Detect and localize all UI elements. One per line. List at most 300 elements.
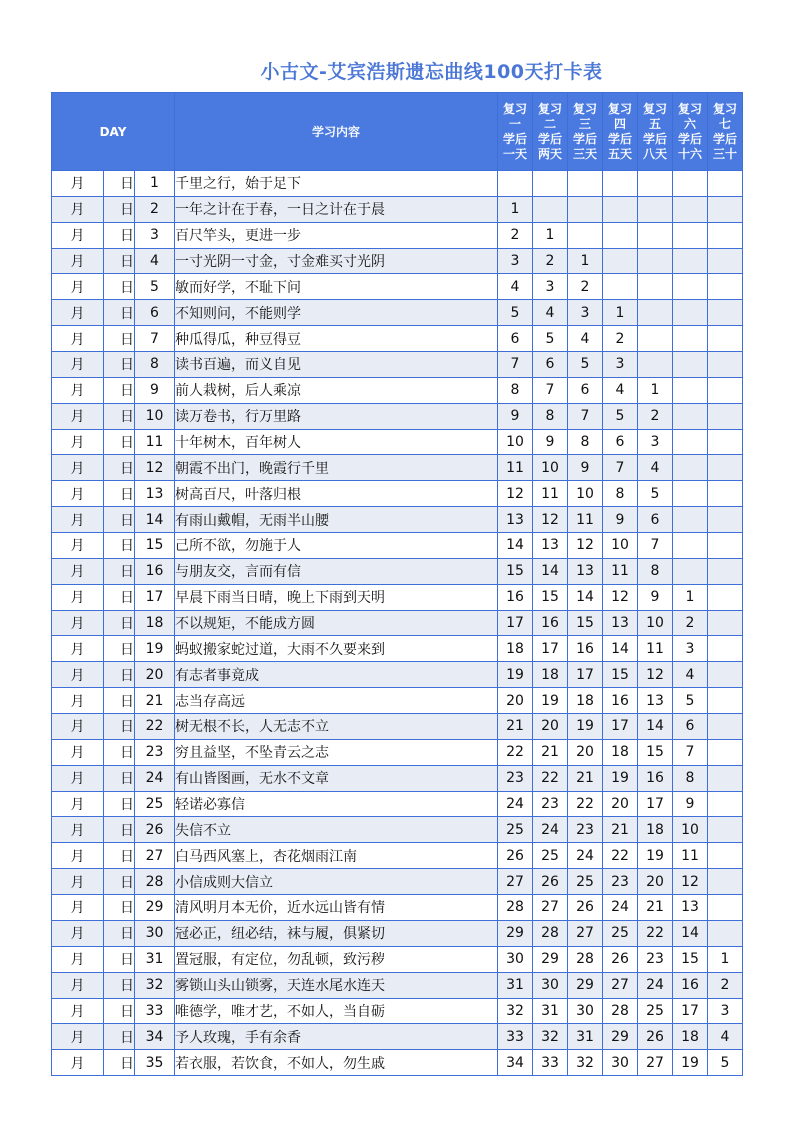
review-cell-4[interactable]: 4 (603, 377, 638, 403)
month-cell[interactable]: 月 (52, 662, 104, 688)
review-cell-7[interactable] (708, 455, 743, 481)
review-cell-1[interactable]: 10 (498, 429, 533, 455)
review-cell-7[interactable] (708, 791, 743, 817)
review-cell-1[interactable]: 12 (498, 481, 533, 507)
review-cell-4[interactable]: 21 (603, 817, 638, 843)
review-cell-1[interactable]: 26 (498, 843, 533, 869)
review-cell-7[interactable] (708, 662, 743, 688)
month-cell[interactable]: 月 (52, 533, 104, 559)
review-cell-4[interactable]: 24 (603, 895, 638, 921)
review-cell-3[interactable]: 10 (568, 481, 603, 507)
review-cell-4[interactable]: 9 (603, 507, 638, 533)
review-cell-3[interactable]: 11 (568, 507, 603, 533)
review-cell-3[interactable]: 26 (568, 895, 603, 921)
review-cell-2[interactable]: 27 (533, 895, 568, 921)
review-cell-3[interactable]: 6 (568, 377, 603, 403)
review-cell-2[interactable]: 13 (533, 533, 568, 559)
review-cell-3[interactable]: 5 (568, 352, 603, 378)
review-cell-7[interactable] (708, 688, 743, 714)
date-cell[interactable]: 日 (104, 248, 135, 274)
review-cell-5[interactable] (638, 274, 673, 300)
review-cell-4[interactable]: 8 (603, 481, 638, 507)
review-cell-3[interactable]: 8 (568, 429, 603, 455)
review-cell-6[interactable]: 19 (673, 1050, 708, 1076)
review-cell-7[interactable] (708, 429, 743, 455)
review-cell-7[interactable] (708, 196, 743, 222)
date-cell[interactable]: 日 (104, 300, 135, 326)
review-cell-3[interactable]: 7 (568, 403, 603, 429)
review-cell-2[interactable]: 9 (533, 429, 568, 455)
review-cell-2[interactable]: 31 (533, 998, 568, 1024)
month-cell[interactable]: 月 (52, 688, 104, 714)
month-cell[interactable]: 月 (52, 403, 104, 429)
review-cell-2[interactable]: 26 (533, 869, 568, 895)
review-cell-7[interactable] (708, 352, 743, 378)
review-cell-6[interactable] (673, 507, 708, 533)
review-cell-1[interactable]: 9 (498, 403, 533, 429)
review-cell-7[interactable] (708, 171, 743, 197)
review-cell-1[interactable]: 31 (498, 972, 533, 998)
review-cell-7[interactable] (708, 739, 743, 765)
review-cell-4[interactable]: 30 (603, 1050, 638, 1076)
month-cell[interactable]: 月 (52, 274, 104, 300)
review-cell-3[interactable]: 19 (568, 714, 603, 740)
review-cell-2[interactable]: 6 (533, 352, 568, 378)
review-cell-4[interactable]: 19 (603, 765, 638, 791)
review-cell-6[interactable] (673, 352, 708, 378)
review-cell-3[interactable]: 3 (568, 300, 603, 326)
month-cell[interactable]: 月 (52, 946, 104, 972)
review-cell-2[interactable]: 4 (533, 300, 568, 326)
review-cell-6[interactable]: 13 (673, 895, 708, 921)
date-cell[interactable]: 日 (104, 817, 135, 843)
review-cell-5[interactable]: 7 (638, 533, 673, 559)
date-cell[interactable]: 日 (104, 843, 135, 869)
review-cell-4[interactable]: 20 (603, 791, 638, 817)
review-cell-3[interactable]: 27 (568, 920, 603, 946)
review-cell-3[interactable]: 25 (568, 869, 603, 895)
review-cell-5[interactable]: 21 (638, 895, 673, 921)
review-cell-6[interactable] (673, 300, 708, 326)
review-cell-2[interactable] (533, 171, 568, 197)
review-cell-2[interactable]: 12 (533, 507, 568, 533)
review-cell-4[interactable]: 25 (603, 920, 638, 946)
review-cell-5[interactable] (638, 222, 673, 248)
review-cell-2[interactable]: 18 (533, 662, 568, 688)
review-cell-4[interactable]: 14 (603, 636, 638, 662)
review-cell-3[interactable]: 12 (568, 533, 603, 559)
review-cell-1[interactable]: 28 (498, 895, 533, 921)
review-cell-5[interactable]: 16 (638, 765, 673, 791)
review-cell-5[interactable]: 26 (638, 1024, 673, 1050)
review-cell-6[interactable] (673, 455, 708, 481)
date-cell[interactable]: 日 (104, 326, 135, 352)
review-cell-7[interactable] (708, 843, 743, 869)
review-cell-5[interactable]: 27 (638, 1050, 673, 1076)
review-cell-7[interactable]: 5 (708, 1050, 743, 1076)
review-cell-2[interactable]: 16 (533, 610, 568, 636)
review-cell-5[interactable]: 3 (638, 429, 673, 455)
date-cell[interactable]: 日 (104, 895, 135, 921)
month-cell[interactable]: 月 (52, 481, 104, 507)
month-cell[interactable]: 月 (52, 920, 104, 946)
review-cell-4[interactable] (603, 196, 638, 222)
review-cell-2[interactable]: 11 (533, 481, 568, 507)
review-cell-7[interactable] (708, 714, 743, 740)
review-cell-4[interactable]: 3 (603, 352, 638, 378)
review-cell-4[interactable]: 5 (603, 403, 638, 429)
date-cell[interactable]: 日 (104, 636, 135, 662)
date-cell[interactable]: 日 (104, 972, 135, 998)
review-cell-1[interactable]: 30 (498, 946, 533, 972)
review-cell-2[interactable]: 15 (533, 584, 568, 610)
review-cell-7[interactable] (708, 377, 743, 403)
review-cell-5[interactable]: 13 (638, 688, 673, 714)
review-cell-5[interactable]: 12 (638, 662, 673, 688)
review-cell-7[interactable]: 1 (708, 946, 743, 972)
review-cell-5[interactable]: 22 (638, 920, 673, 946)
review-cell-4[interactable]: 7 (603, 455, 638, 481)
review-cell-1[interactable]: 6 (498, 326, 533, 352)
date-cell[interactable]: 日 (104, 403, 135, 429)
review-cell-2[interactable]: 3 (533, 274, 568, 300)
month-cell[interactable]: 月 (52, 377, 104, 403)
date-cell[interactable]: 日 (104, 352, 135, 378)
review-cell-6[interactable]: 8 (673, 765, 708, 791)
review-cell-5[interactable] (638, 248, 673, 274)
review-cell-6[interactable] (673, 558, 708, 584)
review-cell-1[interactable]: 22 (498, 739, 533, 765)
review-cell-4[interactable]: 10 (603, 533, 638, 559)
review-cell-6[interactable]: 17 (673, 998, 708, 1024)
review-cell-1[interactable]: 29 (498, 920, 533, 946)
review-cell-2[interactable]: 20 (533, 714, 568, 740)
review-cell-5[interactable]: 11 (638, 636, 673, 662)
month-cell[interactable]: 月 (52, 584, 104, 610)
month-cell[interactable]: 月 (52, 843, 104, 869)
review-cell-5[interactable]: 15 (638, 739, 673, 765)
review-cell-6[interactable]: 6 (673, 714, 708, 740)
date-cell[interactable]: 日 (104, 274, 135, 300)
review-cell-5[interactable]: 23 (638, 946, 673, 972)
review-cell-1[interactable]: 19 (498, 662, 533, 688)
review-cell-7[interactable]: 2 (708, 972, 743, 998)
review-cell-1[interactable]: 8 (498, 377, 533, 403)
review-cell-1[interactable]: 17 (498, 610, 533, 636)
month-cell[interactable]: 月 (52, 171, 104, 197)
review-cell-1[interactable]: 23 (498, 765, 533, 791)
review-cell-3[interactable]: 16 (568, 636, 603, 662)
review-cell-3[interactable]: 13 (568, 558, 603, 584)
review-cell-1[interactable]: 24 (498, 791, 533, 817)
month-cell[interactable]: 月 (52, 972, 104, 998)
review-cell-1[interactable]: 16 (498, 584, 533, 610)
review-cell-4[interactable]: 13 (603, 610, 638, 636)
review-cell-1[interactable]: 18 (498, 636, 533, 662)
review-cell-2[interactable]: 7 (533, 377, 568, 403)
review-cell-6[interactable] (673, 481, 708, 507)
review-cell-3[interactable]: 32 (568, 1050, 603, 1076)
review-cell-3[interactable]: 30 (568, 998, 603, 1024)
review-cell-6[interactable]: 15 (673, 946, 708, 972)
date-cell[interactable]: 日 (104, 377, 135, 403)
review-cell-5[interactable]: 14 (638, 714, 673, 740)
review-cell-6[interactable]: 7 (673, 739, 708, 765)
review-cell-7[interactable] (708, 584, 743, 610)
review-cell-4[interactable]: 27 (603, 972, 638, 998)
review-cell-1[interactable]: 34 (498, 1050, 533, 1076)
review-cell-2[interactable]: 14 (533, 558, 568, 584)
date-cell[interactable]: 日 (104, 533, 135, 559)
review-cell-5[interactable] (638, 171, 673, 197)
review-cell-5[interactable]: 1 (638, 377, 673, 403)
month-cell[interactable]: 月 (52, 558, 104, 584)
review-cell-1[interactable] (498, 171, 533, 197)
review-cell-5[interactable]: 25 (638, 998, 673, 1024)
date-cell[interactable]: 日 (104, 946, 135, 972)
review-cell-3[interactable]: 21 (568, 765, 603, 791)
review-cell-6[interactable]: 1 (673, 584, 708, 610)
review-cell-4[interactable] (603, 248, 638, 274)
review-cell-2[interactable]: 2 (533, 248, 568, 274)
review-cell-2[interactable]: 32 (533, 1024, 568, 1050)
review-cell-3[interactable] (568, 196, 603, 222)
review-cell-6[interactable] (673, 533, 708, 559)
review-cell-5[interactable]: 18 (638, 817, 673, 843)
month-cell[interactable]: 月 (52, 222, 104, 248)
review-cell-5[interactable] (638, 352, 673, 378)
review-cell-6[interactable]: 4 (673, 662, 708, 688)
review-cell-3[interactable]: 4 (568, 326, 603, 352)
date-cell[interactable]: 日 (104, 481, 135, 507)
review-cell-3[interactable]: 29 (568, 972, 603, 998)
review-cell-2[interactable]: 5 (533, 326, 568, 352)
review-cell-6[interactable]: 2 (673, 610, 708, 636)
date-cell[interactable]: 日 (104, 791, 135, 817)
review-cell-2[interactable]: 19 (533, 688, 568, 714)
review-cell-5[interactable] (638, 300, 673, 326)
review-cell-3[interactable]: 2 (568, 274, 603, 300)
review-cell-5[interactable]: 8 (638, 558, 673, 584)
review-cell-7[interactable] (708, 403, 743, 429)
month-cell[interactable]: 月 (52, 791, 104, 817)
review-cell-2[interactable]: 10 (533, 455, 568, 481)
review-cell-7[interactable] (708, 869, 743, 895)
review-cell-2[interactable]: 33 (533, 1050, 568, 1076)
review-cell-1[interactable]: 1 (498, 196, 533, 222)
review-cell-1[interactable]: 21 (498, 714, 533, 740)
month-cell[interactable]: 月 (52, 196, 104, 222)
review-cell-1[interactable]: 7 (498, 352, 533, 378)
date-cell[interactable]: 日 (104, 998, 135, 1024)
month-cell[interactable]: 月 (52, 636, 104, 662)
review-cell-4[interactable]: 29 (603, 1024, 638, 1050)
review-cell-4[interactable]: 23 (603, 869, 638, 895)
review-cell-5[interactable]: 19 (638, 843, 673, 869)
review-cell-2[interactable] (533, 196, 568, 222)
review-cell-7[interactable] (708, 765, 743, 791)
review-cell-4[interactable] (603, 274, 638, 300)
review-cell-5[interactable] (638, 326, 673, 352)
date-cell[interactable]: 日 (104, 1050, 135, 1076)
review-cell-1[interactable]: 32 (498, 998, 533, 1024)
month-cell[interactable]: 月 (52, 817, 104, 843)
review-cell-7[interactable]: 4 (708, 1024, 743, 1050)
date-cell[interactable]: 日 (104, 584, 135, 610)
date-cell[interactable]: 日 (104, 171, 135, 197)
review-cell-7[interactable] (708, 636, 743, 662)
review-cell-1[interactable]: 20 (498, 688, 533, 714)
review-cell-6[interactable]: 12 (673, 869, 708, 895)
month-cell[interactable]: 月 (52, 765, 104, 791)
review-cell-7[interactable] (708, 274, 743, 300)
date-cell[interactable]: 日 (104, 688, 135, 714)
review-cell-3[interactable]: 31 (568, 1024, 603, 1050)
review-cell-5[interactable]: 24 (638, 972, 673, 998)
review-cell-6[interactable]: 9 (673, 791, 708, 817)
review-cell-3[interactable]: 1 (568, 248, 603, 274)
month-cell[interactable]: 月 (52, 998, 104, 1024)
review-cell-6[interactable] (673, 196, 708, 222)
month-cell[interactable]: 月 (52, 507, 104, 533)
review-cell-5[interactable]: 6 (638, 507, 673, 533)
review-cell-1[interactable]: 13 (498, 507, 533, 533)
review-cell-7[interactable] (708, 558, 743, 584)
month-cell[interactable]: 月 (52, 455, 104, 481)
review-cell-3[interactable]: 15 (568, 610, 603, 636)
review-cell-5[interactable]: 4 (638, 455, 673, 481)
review-cell-4[interactable]: 22 (603, 843, 638, 869)
review-cell-3[interactable] (568, 171, 603, 197)
review-cell-2[interactable]: 25 (533, 843, 568, 869)
month-cell[interactable]: 月 (52, 610, 104, 636)
review-cell-7[interactable] (708, 507, 743, 533)
review-cell-5[interactable] (638, 196, 673, 222)
date-cell[interactable]: 日 (104, 920, 135, 946)
review-cell-7[interactable] (708, 533, 743, 559)
review-cell-6[interactable]: 10 (673, 817, 708, 843)
review-cell-4[interactable]: 12 (603, 584, 638, 610)
month-cell[interactable]: 月 (52, 895, 104, 921)
month-cell[interactable]: 月 (52, 1050, 104, 1076)
review-cell-5[interactable]: 5 (638, 481, 673, 507)
review-cell-6[interactable] (673, 429, 708, 455)
review-cell-1[interactable]: 3 (498, 248, 533, 274)
review-cell-4[interactable]: 16 (603, 688, 638, 714)
review-cell-6[interactable]: 18 (673, 1024, 708, 1050)
date-cell[interactable]: 日 (104, 196, 135, 222)
date-cell[interactable]: 日 (104, 662, 135, 688)
review-cell-3[interactable]: 28 (568, 946, 603, 972)
review-cell-2[interactable]: 29 (533, 946, 568, 972)
review-cell-4[interactable]: 17 (603, 714, 638, 740)
review-cell-1[interactable]: 11 (498, 455, 533, 481)
review-cell-7[interactable] (708, 248, 743, 274)
review-cell-4[interactable]: 28 (603, 998, 638, 1024)
review-cell-6[interactable] (673, 248, 708, 274)
review-cell-5[interactable]: 20 (638, 869, 673, 895)
review-cell-7[interactable] (708, 920, 743, 946)
review-cell-6[interactable]: 16 (673, 972, 708, 998)
review-cell-6[interactable] (673, 171, 708, 197)
review-cell-2[interactable]: 30 (533, 972, 568, 998)
review-cell-7[interactable] (708, 300, 743, 326)
review-cell-2[interactable]: 28 (533, 920, 568, 946)
month-cell[interactable]: 月 (52, 869, 104, 895)
review-cell-6[interactable]: 3 (673, 636, 708, 662)
review-cell-6[interactable] (673, 222, 708, 248)
review-cell-3[interactable]: 9 (568, 455, 603, 481)
review-cell-6[interactable] (673, 274, 708, 300)
date-cell[interactable]: 日 (104, 714, 135, 740)
review-cell-3[interactable]: 20 (568, 739, 603, 765)
review-cell-1[interactable]: 4 (498, 274, 533, 300)
review-cell-3[interactable] (568, 222, 603, 248)
review-cell-5[interactable]: 17 (638, 791, 673, 817)
review-cell-3[interactable]: 22 (568, 791, 603, 817)
review-cell-5[interactable]: 9 (638, 584, 673, 610)
review-cell-1[interactable]: 14 (498, 533, 533, 559)
review-cell-3[interactable]: 17 (568, 662, 603, 688)
month-cell[interactable]: 月 (52, 300, 104, 326)
review-cell-7[interactable] (708, 610, 743, 636)
review-cell-4[interactable] (603, 222, 638, 248)
date-cell[interactable]: 日 (104, 222, 135, 248)
review-cell-7[interactable] (708, 481, 743, 507)
date-cell[interactable]: 日 (104, 739, 135, 765)
review-cell-7[interactable]: 3 (708, 998, 743, 1024)
date-cell[interactable]: 日 (104, 1024, 135, 1050)
review-cell-1[interactable]: 15 (498, 558, 533, 584)
month-cell[interactable]: 月 (52, 248, 104, 274)
month-cell[interactable]: 月 (52, 326, 104, 352)
review-cell-4[interactable]: 26 (603, 946, 638, 972)
review-cell-4[interactable]: 11 (603, 558, 638, 584)
review-cell-2[interactable]: 22 (533, 765, 568, 791)
month-cell[interactable]: 月 (52, 429, 104, 455)
review-cell-2[interactable]: 1 (533, 222, 568, 248)
review-cell-6[interactable] (673, 326, 708, 352)
review-cell-2[interactable]: 8 (533, 403, 568, 429)
date-cell[interactable]: 日 (104, 429, 135, 455)
review-cell-6[interactable]: 11 (673, 843, 708, 869)
review-cell-4[interactable] (603, 171, 638, 197)
review-cell-1[interactable]: 2 (498, 222, 533, 248)
review-cell-3[interactable]: 24 (568, 843, 603, 869)
review-cell-2[interactable]: 23 (533, 791, 568, 817)
review-cell-2[interactable]: 24 (533, 817, 568, 843)
month-cell[interactable]: 月 (52, 352, 104, 378)
date-cell[interactable]: 日 (104, 455, 135, 481)
review-cell-6[interactable] (673, 377, 708, 403)
review-cell-5[interactable]: 10 (638, 610, 673, 636)
review-cell-6[interactable]: 14 (673, 920, 708, 946)
review-cell-3[interactable]: 14 (568, 584, 603, 610)
review-cell-6[interactable]: 5 (673, 688, 708, 714)
review-cell-7[interactable] (708, 895, 743, 921)
review-cell-1[interactable]: 33 (498, 1024, 533, 1050)
review-cell-7[interactable] (708, 817, 743, 843)
month-cell[interactable]: 月 (52, 1024, 104, 1050)
date-cell[interactable]: 日 (104, 869, 135, 895)
date-cell[interactable]: 日 (104, 610, 135, 636)
review-cell-3[interactable]: 18 (568, 688, 603, 714)
review-cell-4[interactable]: 18 (603, 739, 638, 765)
review-cell-1[interactable]: 25 (498, 817, 533, 843)
date-cell[interactable]: 日 (104, 507, 135, 533)
review-cell-4[interactable]: 6 (603, 429, 638, 455)
review-cell-7[interactable] (708, 326, 743, 352)
